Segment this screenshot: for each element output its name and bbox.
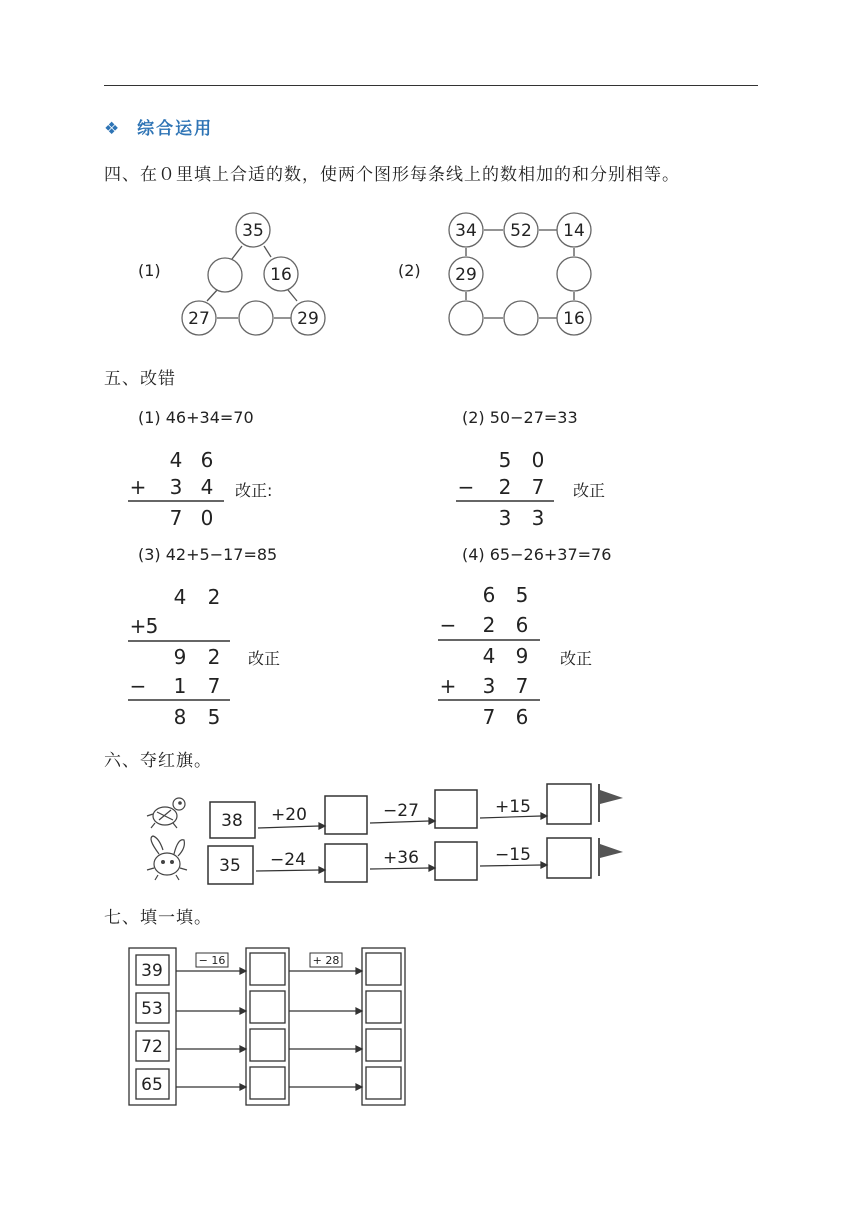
rabbit-icon xyxy=(147,836,187,880)
header-rule xyxy=(104,85,758,86)
section-title-text: 综合运用 xyxy=(137,119,214,139)
q5-item-3-label: (3) 42+5−17=85 xyxy=(138,545,278,564)
triangle-circle-bottom-mid[interactable] xyxy=(239,301,273,335)
answer-box[interactable] xyxy=(325,844,367,882)
operation-label: −15 xyxy=(495,845,531,865)
square-circle-bottom-mid[interactable] xyxy=(504,301,538,335)
q5-item-1-vertical xyxy=(124,445,234,535)
digit: 2 xyxy=(207,585,221,609)
operation-label: +15 xyxy=(495,797,531,817)
digit: 8 xyxy=(173,705,187,729)
digit: 6 xyxy=(200,448,214,472)
q4-title: 四、在０里填上合适的数，使两个图形每条线上的数相加的和分别相等。 xyxy=(104,165,680,185)
operation-label: − 16 xyxy=(198,954,226,967)
digit: 2 xyxy=(498,475,512,499)
answer-box[interactable] xyxy=(547,784,591,824)
operator: + xyxy=(129,475,147,499)
digit: 5 xyxy=(515,583,529,607)
q4-square-figure xyxy=(440,205,600,345)
square-ml-value: 29 xyxy=(455,265,477,285)
q6-flag-race xyxy=(145,776,635,891)
q5-title: 五、改错 xyxy=(104,369,176,389)
q5-item-2-label: (2) 50−27=33 xyxy=(462,408,578,427)
answer-box[interactable] xyxy=(325,796,367,834)
answer-box[interactable] xyxy=(250,991,285,1023)
start-value: 38 xyxy=(221,811,243,831)
triangle-top-value: 35 xyxy=(242,221,264,241)
operation-label: −24 xyxy=(270,850,306,870)
operator: − xyxy=(439,613,457,637)
digit: 5 xyxy=(498,448,512,472)
triangle-bottom-right-value: 29 xyxy=(297,309,319,329)
digit: 6 xyxy=(515,705,529,729)
digit: 0 xyxy=(200,506,214,530)
digit: 6 xyxy=(482,583,496,607)
flag-icon xyxy=(599,784,623,822)
start-value: 35 xyxy=(219,856,241,876)
square-circle-mid-right[interactable] xyxy=(557,257,591,291)
answer-box[interactable] xyxy=(366,991,401,1023)
q5-item-1-label: (1) 46+34=70 xyxy=(138,408,254,427)
digit: 9 xyxy=(173,645,187,669)
q5-item-4-label: (4) 65−26+37=76 xyxy=(462,545,612,564)
operation-label: −27 xyxy=(383,801,419,821)
input-value: 53 xyxy=(141,999,163,1019)
input-value: 65 xyxy=(141,1075,163,1095)
digit: 9 xyxy=(515,644,529,668)
digit: 6 xyxy=(515,613,529,637)
q7-title: 七、填一填。 xyxy=(104,908,212,928)
operation-label: + 28 xyxy=(312,954,340,967)
digit: 1 xyxy=(173,674,187,698)
answer-box[interactable] xyxy=(435,790,477,828)
digit: 2 xyxy=(482,613,496,637)
digit: 7 xyxy=(515,674,529,698)
digit: 4 xyxy=(200,475,214,499)
q6-title: 六、夺红旗。 xyxy=(104,751,212,771)
operator: − xyxy=(129,674,147,698)
answer-box[interactable] xyxy=(250,1029,285,1061)
digit: 7 xyxy=(531,475,545,499)
q5-item-1-correct: 改正: xyxy=(235,481,273,500)
q5-item-4-vertical xyxy=(434,580,554,730)
answer-box[interactable] xyxy=(250,1067,285,1099)
digit: 4 xyxy=(173,585,187,609)
digit: 5 xyxy=(207,705,221,729)
digit: 4 xyxy=(482,644,496,668)
answer-box[interactable] xyxy=(250,953,285,985)
q4-square-label: (2) xyxy=(398,261,421,280)
input-value: 72 xyxy=(141,1037,163,1057)
triangle-bottom-left-value: 27 xyxy=(188,309,210,329)
digit: 3 xyxy=(482,674,496,698)
digit: 7 xyxy=(169,506,183,530)
digit: 0 xyxy=(531,448,545,472)
q4-triangle-figure xyxy=(175,205,335,345)
q4-triangle-label: (1) xyxy=(138,261,161,280)
square-tr-value: 14 xyxy=(563,221,585,241)
q5-item-2-vertical xyxy=(452,445,562,535)
q5-item-3-correct: 改正 xyxy=(248,649,281,668)
digit: 7 xyxy=(207,674,221,698)
q5-item-3-vertical xyxy=(124,582,244,732)
triangle-circle-left[interactable] xyxy=(208,258,242,292)
square-br-value: 16 xyxy=(563,309,585,329)
digit: 3 xyxy=(169,475,183,499)
q5-item-4-correct: 改正 xyxy=(560,649,593,668)
square-circle-bottom-left[interactable] xyxy=(449,301,483,335)
operator: + xyxy=(129,614,147,638)
operation-label: +36 xyxy=(383,848,419,868)
triangle-right-value: 16 xyxy=(270,265,292,285)
input-value: 39 xyxy=(141,961,163,981)
section-title xyxy=(104,114,213,139)
digit: 7 xyxy=(482,705,496,729)
operator: − xyxy=(457,475,475,499)
answer-box[interactable] xyxy=(366,953,401,985)
digit: 3 xyxy=(531,506,545,530)
q7-fill-chart xyxy=(126,945,406,1110)
operator: + xyxy=(439,674,457,698)
digit: 3 xyxy=(498,506,512,530)
flag-icon xyxy=(599,838,623,876)
turtle-icon xyxy=(147,798,185,828)
answer-box[interactable] xyxy=(366,1067,401,1099)
digit: 5 xyxy=(145,614,159,638)
answer-box[interactable] xyxy=(366,1029,401,1061)
q5-item-2-correct: 改正 xyxy=(573,481,606,500)
operation-label: +20 xyxy=(271,805,307,825)
answer-box[interactable] xyxy=(435,842,477,880)
digit: 4 xyxy=(169,448,183,472)
answer-box[interactable] xyxy=(547,838,591,878)
square-tm-value: 52 xyxy=(510,221,532,241)
square-tl-value: 34 xyxy=(455,221,477,241)
digit: 2 xyxy=(207,645,221,669)
diamond-bullet-icon: ❖ xyxy=(104,119,122,139)
